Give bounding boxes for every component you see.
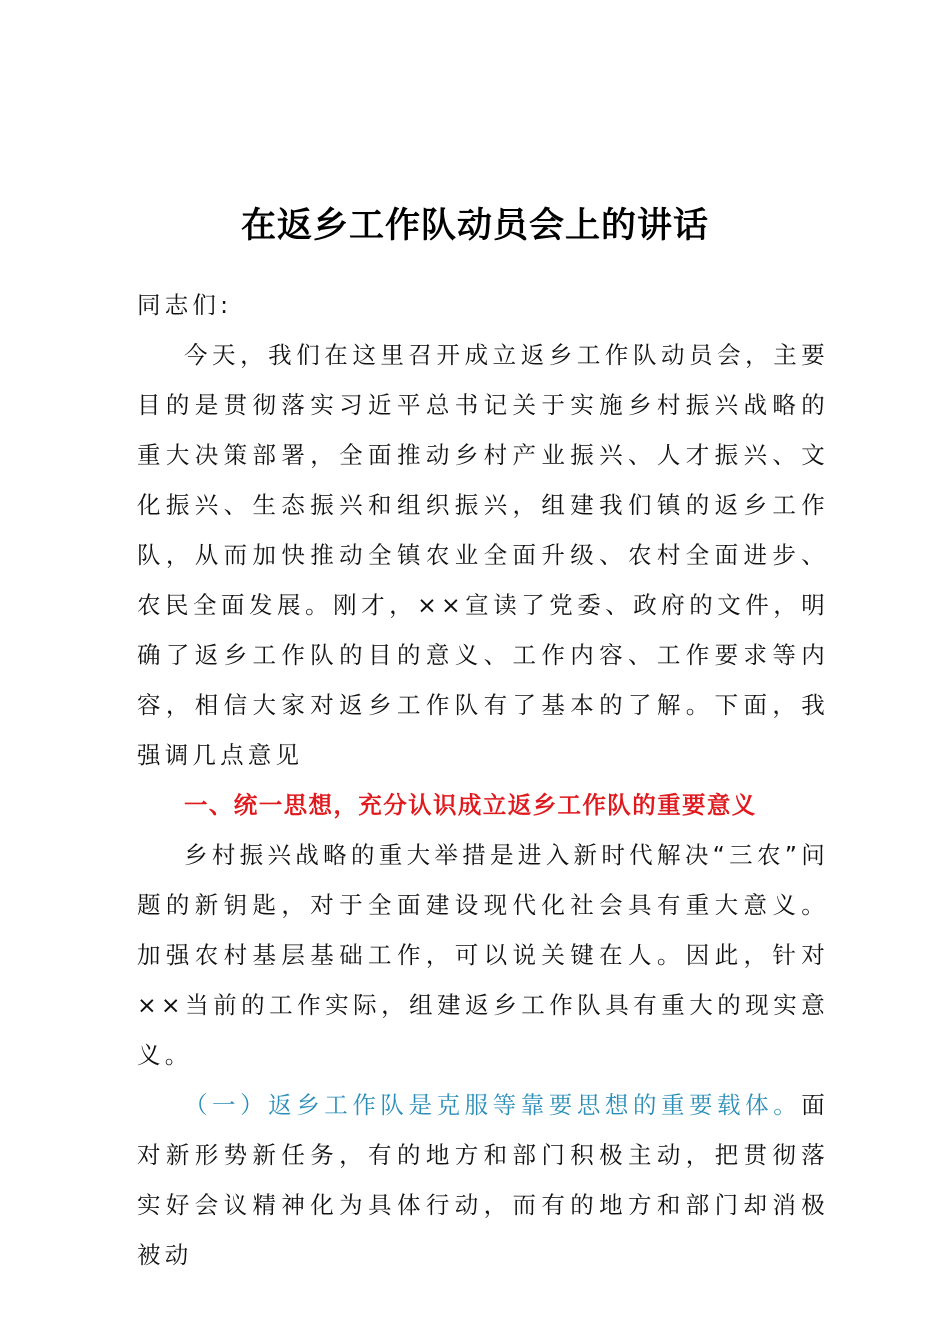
paragraph-subsection-1 xyxy=(137,1080,829,1280)
paragraph-significance: 乡村振兴战略的重大举措是进入新时代解决“三农”问题的新钥匙，对于全面建设现代化社会具有重大意义。加强农村基层基础工作，可以说关键在人。因此，针对××当前的工作实际，组建返乡工作队具有重大的现实意义。 xyxy=(137,841,829,1069)
subsection-heading-1: （一）返乡工作队是克服等靠要思想的重要载体。 xyxy=(184,1091,802,1119)
paragraph-intro: 今天，我们在这里召开成立返乡工作队动员会，主要目的是贯彻落实习近平总书记关于实施乡村振兴战略的重大决策部署，全面推动乡村产业振兴、人才振兴、文化振兴、生态振兴和组织振兴，组建我们镇的返乡工作队，从而加快推动全镇农业全面升级、农村全面进步、农民全面发展。刚才，××宣读了党委、政府的文件，明确了返乡工作队的目的意义、工作内容、工作要求等内容，相信大家对返乡工作队有了基本的了解。下面，我强调几点意见 xyxy=(137,341,829,769)
section-heading-1: 一、统一思想，充分认识成立返乡工作队的重要意义 xyxy=(184,791,757,819)
salutation: 同志们: xyxy=(137,291,233,319)
document-title: 在返乡工作队动员会上的讲话 xyxy=(240,205,709,246)
document-body xyxy=(137,280,829,1280)
subsection-1-text: 面对新形势新任务，有的地方和部门积极主动，把贯彻落实好会议精神化为具体行动，而有的地方和部门却消极被动 xyxy=(137,1091,829,1269)
